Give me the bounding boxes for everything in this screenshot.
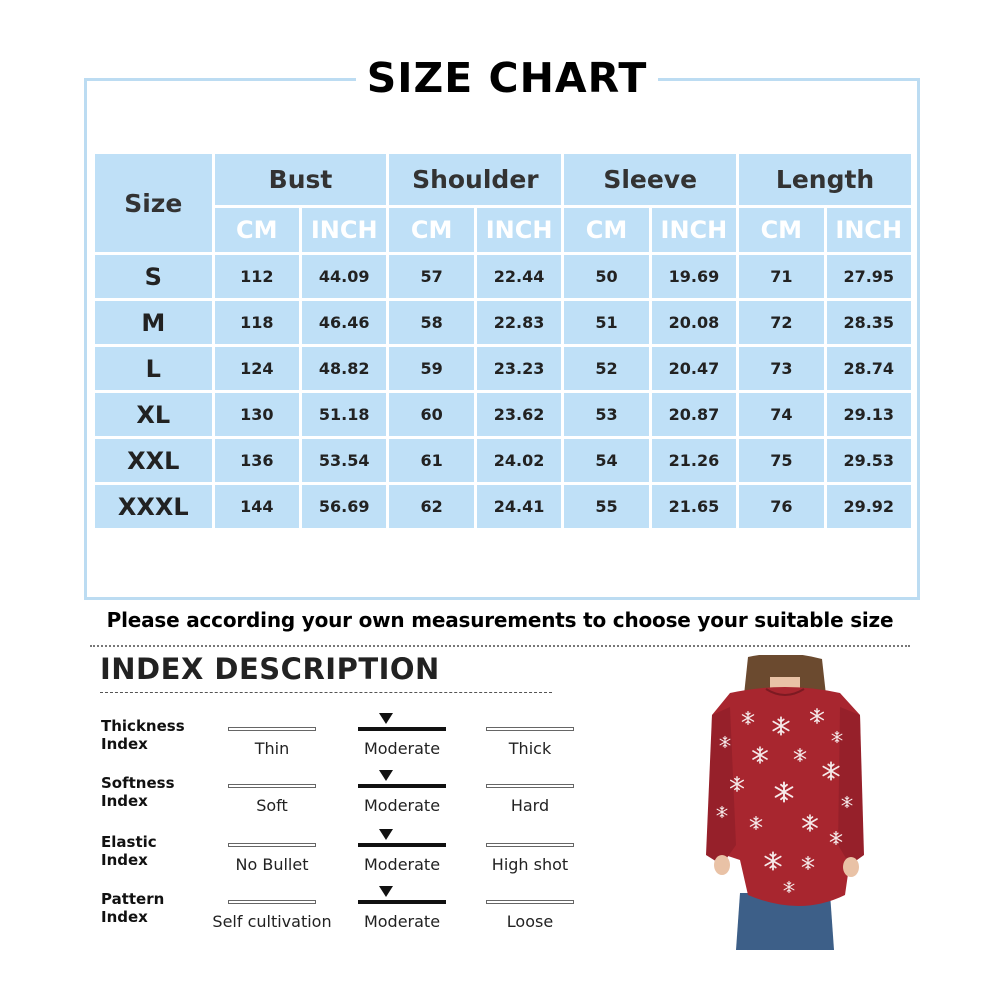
table-row (95, 347, 911, 390)
size-cell: S (95, 255, 212, 298)
size-table (92, 151, 914, 531)
measurement-cell: 124 (215, 347, 299, 390)
measurement-cell: 21.26 (652, 439, 736, 482)
size-cell: M (95, 301, 212, 344)
measurement-cell: 56.69 (302, 485, 386, 528)
measurement-cell: 22.83 (477, 301, 561, 344)
index-row (0, 890, 600, 950)
measurement-cell: 136 (215, 439, 299, 482)
index-label: Thickness Index (101, 717, 185, 753)
index-row (0, 774, 600, 834)
measurement-cell: 112 (215, 255, 299, 298)
measurement-cell: 53 (564, 393, 648, 436)
measurement-cell: 62 (389, 485, 473, 528)
measurement-cell: 28.35 (827, 301, 911, 344)
index-bar (358, 784, 446, 788)
index-bar (486, 900, 574, 904)
index-option (473, 774, 613, 824)
measurement-cell: 60 (389, 393, 473, 436)
measurement-cell: 71 (739, 255, 823, 298)
measurement-cell: 55 (564, 485, 648, 528)
measurement-cell: 48.82 (302, 347, 386, 390)
measurement-cell: 27.95 (827, 255, 911, 298)
measurement-cell: 20.87 (652, 393, 736, 436)
index-option-label: Self cultivation (212, 912, 332, 931)
unit-header-cm: CM (739, 208, 823, 252)
index-option-label: Moderate (363, 855, 441, 874)
measurement-cell: 29.13 (827, 393, 911, 436)
index-option-label: High shot (491, 855, 569, 874)
measurement-cell: 72 (739, 301, 823, 344)
unit-header-inch: INCH (302, 208, 386, 252)
measurement-cell: 130 (215, 393, 299, 436)
table-row (95, 301, 911, 344)
divider (90, 645, 910, 647)
unit-header-inch: INCH (652, 208, 736, 252)
index-bar (486, 784, 574, 788)
measurement-cell: 21.65 (652, 485, 736, 528)
measurement-note: Please according your own measurements to choose your suitable size (106, 608, 894, 632)
chart-title: SIZE CHART (356, 50, 658, 106)
measurement-cell: 73 (739, 347, 823, 390)
group-header-length: Length (739, 154, 911, 205)
index-label: Pattern Index (101, 890, 165, 926)
measurement-cell: 54 (564, 439, 648, 482)
index-option-label: Thick (508, 739, 552, 758)
index-bar (228, 727, 316, 731)
measurement-cell: 44.09 (302, 255, 386, 298)
measurement-cell: 57 (389, 255, 473, 298)
group-header-bust: Bust (215, 154, 387, 205)
size-cell: L (95, 347, 212, 390)
measurement-cell: 118 (215, 301, 299, 344)
measurement-cell: 23.23 (477, 347, 561, 390)
snowflake-print-shirt-photo (700, 655, 870, 950)
measurement-cell: 22.44 (477, 255, 561, 298)
unit-header-cm: CM (564, 208, 648, 252)
table-row (95, 485, 911, 528)
measurement-cell: 74 (739, 393, 823, 436)
index-bar (228, 784, 316, 788)
index-bar (228, 900, 316, 904)
index-bar (358, 727, 446, 731)
index-bar (486, 727, 574, 731)
index-option-label: Moderate (363, 912, 441, 931)
measurement-cell: 53.54 (302, 439, 386, 482)
measurement-cell: 59 (389, 347, 473, 390)
unit-header-inch: INCH (477, 208, 561, 252)
measurement-cell: 51.18 (302, 393, 386, 436)
measurement-cell: 58 (389, 301, 473, 344)
index-bar (358, 900, 446, 904)
table-row (95, 393, 911, 436)
triangle-down-icon (379, 713, 393, 724)
index-bar (486, 843, 574, 847)
measurement-cell: 20.47 (652, 347, 736, 390)
measurement-cell: 19.69 (652, 255, 736, 298)
index-option-label: Hard (510, 796, 550, 815)
measurement-cell: 23.62 (477, 393, 561, 436)
index-row (0, 833, 600, 893)
measurement-cell: 29.92 (827, 485, 911, 528)
measurement-cell: 75 (739, 439, 823, 482)
index-label: Elastic Index (101, 833, 157, 869)
measurement-cell: 144 (215, 485, 299, 528)
unit-header-cm: CM (389, 208, 473, 252)
size-cell: XXXL (95, 485, 212, 528)
unit-header-cm: CM (215, 208, 299, 252)
index-row (0, 717, 600, 777)
measurement-cell: 52 (564, 347, 648, 390)
index-option (473, 717, 613, 767)
table-row (95, 255, 911, 298)
table-row (95, 439, 911, 482)
index-option-label: Soft (256, 796, 288, 815)
index-title: INDEX DESCRIPTION (100, 652, 440, 686)
index-option-label: No Bullet (235, 855, 309, 874)
measurement-cell: 24.02 (477, 439, 561, 482)
index-bar (358, 843, 446, 847)
index-option (473, 890, 613, 940)
measurement-cell: 46.46 (302, 301, 386, 344)
measurement-cell: 20.08 (652, 301, 736, 344)
index-divider (100, 692, 552, 693)
size-column-header: Size (95, 154, 212, 252)
measurement-cell: 29.53 (827, 439, 911, 482)
size-cell: XXL (95, 439, 212, 482)
measurement-cell: 50 (564, 255, 648, 298)
index-bar (228, 843, 316, 847)
index-option (473, 833, 613, 883)
measurement-cell: 24.41 (477, 485, 561, 528)
group-header-shoulder: Shoulder (389, 154, 561, 205)
index-option-label: Thin (254, 739, 290, 758)
triangle-down-icon (379, 829, 393, 840)
group-header-sleeve: Sleeve (564, 154, 736, 205)
size-cell: XL (95, 393, 212, 436)
measurement-cell: 76 (739, 485, 823, 528)
measurement-cell: 51 (564, 301, 648, 344)
index-option-label: Moderate (363, 739, 441, 758)
index-option-label: Moderate (363, 796, 441, 815)
index-option-label: Loose (506, 912, 554, 931)
unit-header-inch: INCH (827, 208, 911, 252)
triangle-down-icon (379, 770, 393, 781)
index-label: Softness Index (101, 774, 175, 810)
triangle-down-icon (379, 886, 393, 897)
measurement-cell: 61 (389, 439, 473, 482)
measurement-cell: 28.74 (827, 347, 911, 390)
